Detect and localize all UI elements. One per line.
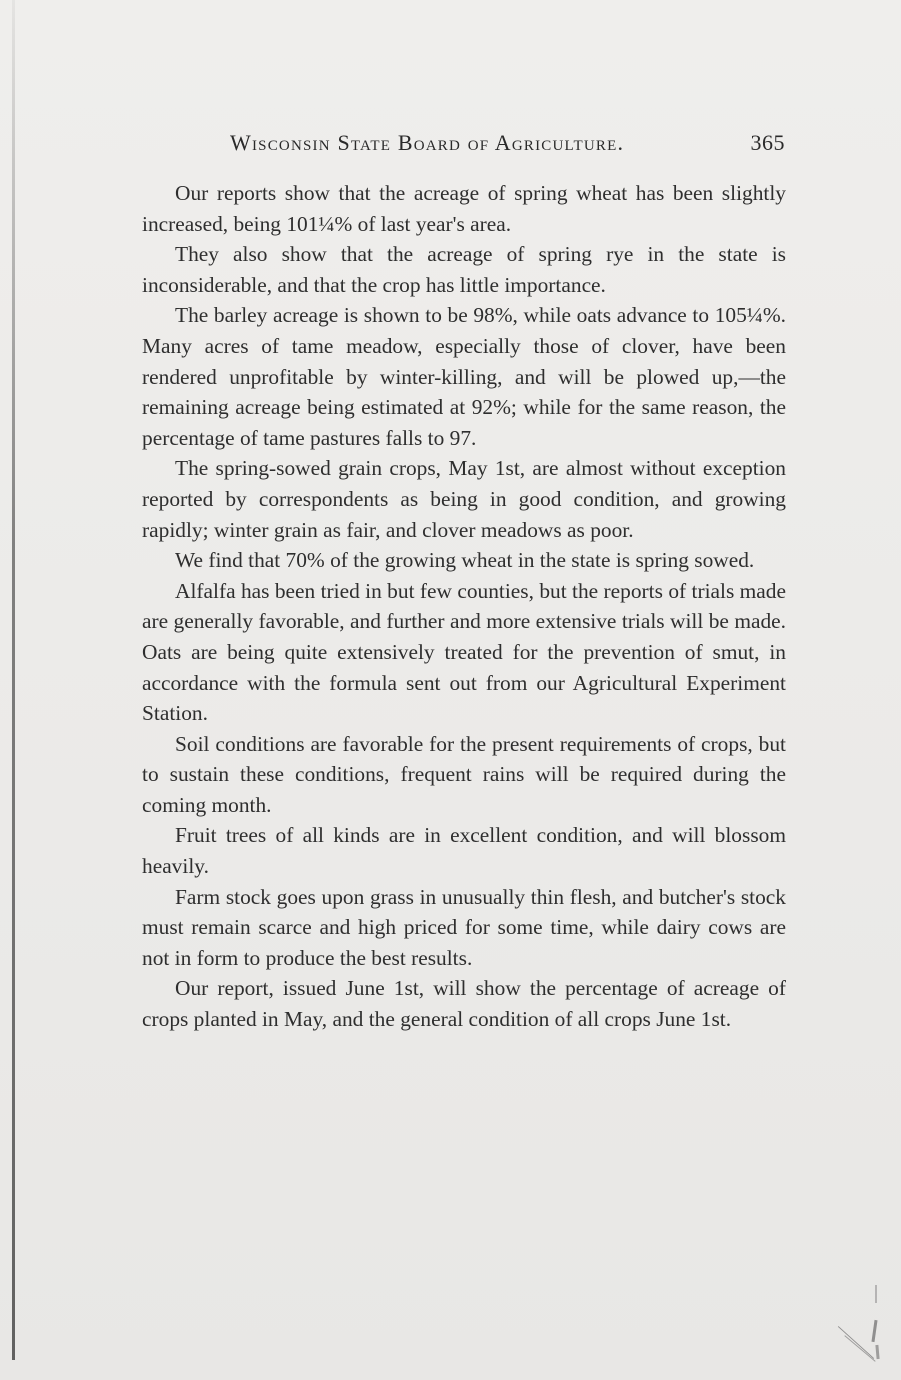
paragraph: Fruit trees of all kinds are in excellent condition, and will blossom heavily.: [142, 823, 786, 879]
scan-mark: [875, 1285, 877, 1303]
running-header: [230, 130, 785, 160]
scan-mark: [875, 1345, 879, 1359]
paragraph: Our report, issued June 1st, will show the percentage of acreage of crops planted in May, and the general condition of all crops June 1st.: [142, 976, 786, 1032]
paragraph: Our reports show that the acreage of spring wheat has been slightly increased, being 101¼% of last year's area.: [142, 181, 786, 236]
page-edge-shadow: [12, 0, 15, 1360]
paragraph: We find that 70% of the growing wheat in the state is spring sowed.: [175, 548, 755, 573]
scan-mark: [871, 1320, 877, 1342]
running-header-title: Wisconsin State Board of Agriculture.: [230, 130, 625, 155]
page-number: 365: [750, 130, 785, 155]
paragraph: Alfalfa has been tried in but few counties, but the reports of trials made are generally favorable, and further and more extensive trials will be made. Oats are being quite extensively treated for the prevention of smut, in accordance with the formula sent out from our Agricultural Experiment Station.: [142, 578, 786, 726]
paragraph: Soil conditions are favorable for the present requirements of crops, but to sustain these conditions, frequent rains will be required during the coming month.: [142, 731, 786, 817]
paragraph: Farm stock goes upon grass in unusually thin flesh, and butcher's stock must remain scarce and high priced for some time, while dairy cows are not in form to produce the best results.: [142, 884, 786, 970]
body-text: [142, 178, 786, 1035]
paragraph: The barley acreage is shown to be 98%, while oats advance to 105¼%. Many acres of tame meadow, especially those of clover, have been rendered unprofitable by winter-killing, and will be plowed up,—the remaining acreage being estimated at 92%; while for the same reason, the percentage of tame pastures falls to 97.: [142, 303, 786, 450]
paragraph: They also show that the acreage of spring rye in the state is inconsiderable, and that the crop has little importance.: [142, 242, 786, 297]
scan-mark: [838, 1326, 874, 1359]
paragraph: The spring-sowed grain crops, May 1st, are almost without exception reported by correspondents as being in good condition, and growing rapidly; winter grain as fair, and clover meadows as poor.: [142, 456, 786, 542]
